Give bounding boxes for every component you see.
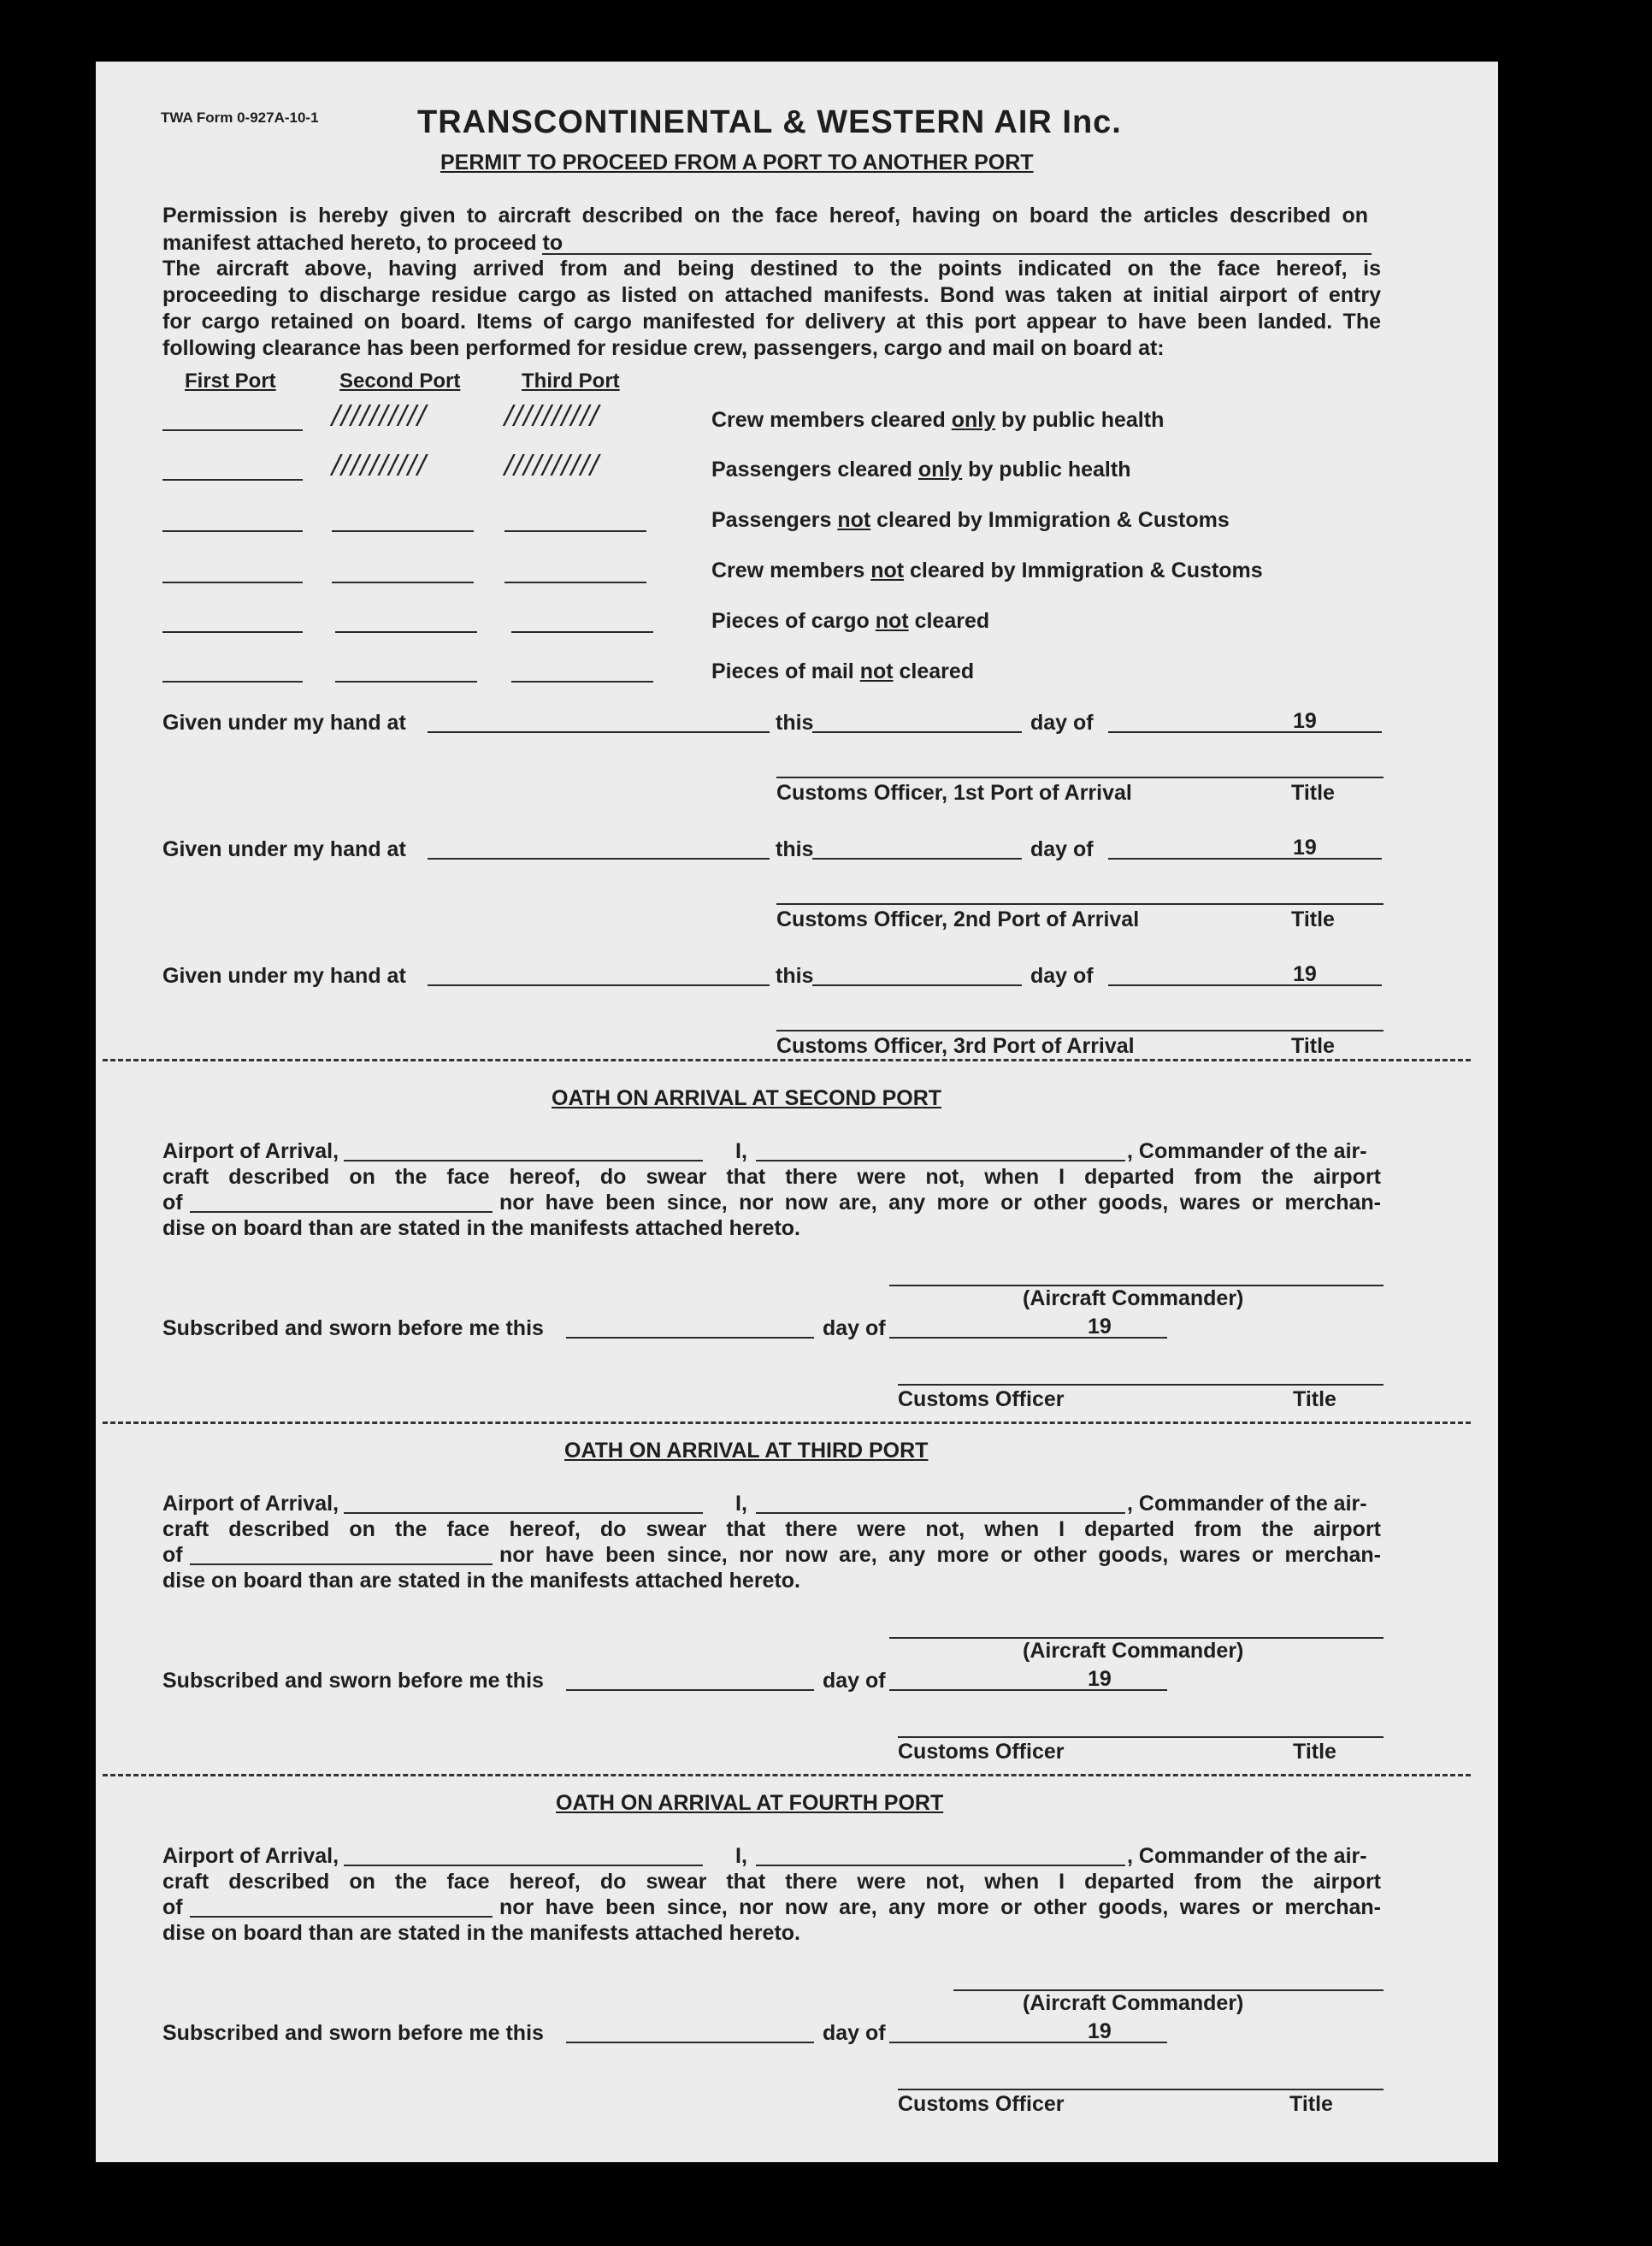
- row1-third-port-hatch: //////////: [504, 400, 600, 430]
- given-label-3: Given under my hand at: [162, 964, 406, 988]
- oath3-subscribed-label: Subscribed and sworn before me this: [162, 1669, 544, 1693]
- destination-field[interactable]: [542, 253, 1372, 255]
- oath3-of-label: of: [162, 1543, 183, 1567]
- officer-sign-line-1[interactable]: [776, 777, 1384, 778]
- oath3-departure-airport-field[interactable]: [190, 1563, 493, 1565]
- section-divider-3: [103, 1774, 1471, 1776]
- given-place-field-2[interactable]: [428, 858, 770, 860]
- oath3-title: Title: [1293, 1740, 1336, 1764]
- intro-line-1: Permission is hereby given to aircraft described on the face hereof, having on board the articles described on: [162, 204, 1368, 228]
- oath2-commander-name-field[interactable]: [756, 1160, 1125, 1161]
- row4-second-port-field[interactable]: [332, 582, 474, 583]
- oath3-aircraft-commander: (Aircraft Commander): [1023, 1639, 1244, 1663]
- oath3-year: 19: [1088, 1667, 1112, 1691]
- oath4-line-2: craft described on the face hereof, do swear that there were not, when I departed from the airport: [162, 1870, 1381, 1894]
- oath4-year: 19: [1088, 2019, 1112, 2043]
- section-divider-2: [103, 1421, 1471, 1424]
- oath2-date-field[interactable]: [889, 1337, 1167, 1339]
- officer-label-3: Customs Officer, 3rd Port of Arrival: [776, 1034, 1135, 1058]
- oath2-line-3: nor have been since, nor now are, any more or other goods, wares or merchan-: [499, 1191, 1381, 1215]
- row3-first-port-field[interactable]: [162, 530, 303, 532]
- given-day-of-3: day of: [1030, 964, 1094, 988]
- header-second-port: Second Port: [339, 369, 461, 393]
- given-place-field-1[interactable]: [428, 731, 770, 733]
- given-this-1: this: [776, 711, 814, 735]
- intro-line-5: for cargo retained on board. Items of cargo manifested for delivery at this port appear to have been landed. The: [162, 310, 1381, 334]
- oath3-line-3: nor have been since, nor now are, any more or other goods, wares or merchan-: [499, 1543, 1381, 1567]
- company-name: TRANSCONTINENTAL & WESTERN AIR Inc.: [417, 104, 1122, 140]
- header-first-port: First Port: [185, 369, 276, 393]
- oath2-subscribed-label: Subscribed and sworn before me this: [162, 1316, 544, 1340]
- given-this-field-2[interactable]: [812, 858, 1022, 860]
- oath3-officer-sign-line[interactable]: [898, 1736, 1384, 1738]
- oath4-customs-officer: Customs Officer: [898, 2092, 1065, 2116]
- given-day-of-2: day of: [1030, 837, 1094, 861]
- oath4-airport-label: Airport of Arrival,: [162, 1844, 339, 1868]
- given-this-3: this: [776, 964, 814, 988]
- row3-second-port-field[interactable]: [332, 530, 474, 532]
- oath2-year: 19: [1088, 1315, 1112, 1339]
- officer-title-2: Title: [1291, 907, 1335, 931]
- oath2-subscribed-day-field[interactable]: [566, 1337, 814, 1339]
- oath4-i-label: I,: [735, 1844, 747, 1868]
- oath4-date-field[interactable]: [889, 2042, 1167, 2043]
- officer-title-1: Title: [1291, 781, 1335, 805]
- row1-second-port-hatch: //////////: [332, 400, 428, 430]
- oath3-subscribed-day-field[interactable]: [566, 1689, 814, 1691]
- row5-third-port-field[interactable]: [511, 631, 653, 633]
- intro-line-2: manifest attached hereto, to proceed to: [162, 231, 563, 255]
- oath3-i-label: I,: [735, 1492, 747, 1516]
- row3-third-port-field[interactable]: [504, 530, 646, 532]
- oath2-airport-label: Airport of Arrival,: [162, 1139, 339, 1163]
- clearance-row-1: Crew members cleared only by public health: [711, 408, 1165, 432]
- row4-third-port-field[interactable]: [504, 582, 646, 583]
- given-year-2: 19: [1293, 836, 1317, 860]
- clearance-row-4: Crew members not cleared by Immigration & Customs: [711, 559, 1263, 582]
- oath3-commander-name-field[interactable]: [756, 1512, 1125, 1514]
- oath2-departure-airport-field[interactable]: [190, 1211, 493, 1213]
- oath4-line-4: dise on board than are stated in the manifests attached hereto.: [162, 1921, 800, 1945]
- oath2-day-of-label: day of: [823, 1316, 886, 1340]
- oath4-day-of-label: day of: [823, 2021, 886, 2045]
- oath4-subscribed-day-field[interactable]: [566, 2042, 814, 2043]
- row2-second-port-hatch: //////////: [332, 450, 428, 480]
- intro-line-3: The aircraft above, having arrived from and being destined to the points indicated on the face hereof, is: [162, 257, 1381, 281]
- oath2-customs-officer: Customs Officer: [898, 1387, 1065, 1411]
- oath3-day-of-label: day of: [823, 1669, 886, 1693]
- oath3-line-2: craft described on the face hereof, do swear that there were not, when I departed from the airport: [162, 1517, 1381, 1541]
- given-place-field-3[interactable]: [428, 984, 770, 986]
- clearance-row-5: Pieces of cargo not cleared: [711, 609, 990, 633]
- form-number: TWA Form 0-927A-10-1: [161, 109, 319, 126]
- oath4-commander-text: , Commander of the air-: [1127, 1844, 1367, 1868]
- given-date-field-3[interactable]: [1108, 984, 1382, 986]
- oath-heading-third-port: OATH ON ARRIVAL AT THIRD PORT: [564, 1439, 929, 1463]
- clearance-row-6: Pieces of mail not cleared: [711, 659, 975, 683]
- oath4-title: Title: [1289, 2092, 1333, 2116]
- given-this-field-1[interactable]: [812, 731, 1022, 733]
- oath2-line-2: craft described on the face hereof, do swear that there were not, when I departed from the airport: [162, 1165, 1381, 1189]
- oath2-airport-field[interactable]: [344, 1160, 703, 1161]
- intro-line-4: proceeding to discharge residue cargo as listed on attached manifests. Bond was taken at initial airport of entry: [162, 283, 1381, 307]
- oath2-aircraft-commander: (Aircraft Commander): [1023, 1286, 1244, 1310]
- oath3-airport-label: Airport of Arrival,: [162, 1492, 339, 1516]
- oath4-of-label: of: [162, 1895, 183, 1919]
- given-date-field-2[interactable]: [1108, 858, 1382, 860]
- oath4-commander-name-field[interactable]: [756, 1865, 1125, 1866]
- oath2-line-4: dise on board than are stated in the manifests attached hereto.: [162, 1216, 800, 1240]
- given-this-2: this: [776, 837, 814, 861]
- given-label-1: Given under my hand at: [162, 711, 406, 735]
- row6-first-port-field[interactable]: [162, 681, 303, 683]
- oath4-aircraft-commander: (Aircraft Commander): [1023, 1991, 1244, 2015]
- oath3-commander-text: , Commander of the air-: [1127, 1492, 1367, 1516]
- oath4-line-3: nor have been since, nor now are, any more or other goods, wares or merchan-: [499, 1895, 1381, 1919]
- officer-sign-line-2[interactable]: [776, 903, 1384, 905]
- officer-sign-line-3[interactable]: [776, 1030, 1384, 1031]
- oath2-title: Title: [1293, 1387, 1336, 1411]
- given-year-3: 19: [1293, 962, 1317, 986]
- clearance-row-2: Passengers cleared only by public health: [711, 458, 1131, 482]
- oath4-subscribed-label: Subscribed and sworn before me this: [162, 2021, 544, 2045]
- given-year-1: 19: [1293, 709, 1317, 733]
- row5-second-port-field[interactable]: [335, 631, 477, 633]
- officer-title-3: Title: [1291, 1034, 1335, 1058]
- row2-third-port-hatch: //////////: [504, 450, 600, 480]
- oath2-commander-text: , Commander of the air-: [1127, 1139, 1367, 1163]
- row4-first-port-field[interactable]: [162, 582, 303, 583]
- oath4-officer-sign-line[interactable]: [898, 2089, 1384, 2090]
- row5-first-port-field[interactable]: [162, 631, 303, 633]
- row1-first-port-field[interactable]: [162, 429, 303, 431]
- given-date-field-1[interactable]: [1108, 731, 1382, 733]
- officer-label-1: Customs Officer, 1st Port of Arrival: [776, 781, 1132, 805]
- intro-line-6: following clearance has been performed for residue crew, passengers, cargo and mail on board at:: [162, 336, 1165, 360]
- clearance-row-3: Passengers not cleared by Immigration & Customs: [711, 508, 1230, 532]
- row6-second-port-field[interactable]: [335, 681, 477, 683]
- section-divider-1: [103, 1059, 1471, 1061]
- oath2-officer-sign-line[interactable]: [898, 1384, 1384, 1386]
- oath3-customs-officer: Customs Officer: [898, 1740, 1065, 1764]
- oath-heading-fourth-port: OATH ON ARRIVAL AT FOURTH PORT: [556, 1791, 944, 1815]
- oath3-date-field[interactable]: [889, 1689, 1167, 1691]
- oath3-line-4: dise on board than are stated in the manifests attached hereto.: [162, 1569, 800, 1593]
- given-label-2: Given under my hand at: [162, 837, 406, 861]
- oath-heading-second-port: OATH ON ARRIVAL AT SECOND PORT: [552, 1086, 942, 1110]
- oath3-airport-field[interactable]: [344, 1512, 703, 1514]
- oath4-airport-field[interactable]: [344, 1865, 703, 1866]
- given-day-of-1: day of: [1030, 711, 1094, 735]
- oath4-departure-airport-field[interactable]: [190, 1916, 493, 1918]
- row2-first-port-field[interactable]: [162, 479, 303, 481]
- form-title: PERMIT TO PROCEED FROM A PORT TO ANOTHER PORT: [440, 151, 1034, 174]
- officer-label-2: Customs Officer, 2nd Port of Arrival: [776, 907, 1140, 931]
- header-third-port: Third Port: [522, 369, 620, 393]
- given-this-field-3[interactable]: [812, 984, 1022, 986]
- oath2-i-label: I,: [735, 1139, 747, 1163]
- oath2-of-label: of: [162, 1191, 183, 1215]
- row6-third-port-field[interactable]: [511, 681, 653, 683]
